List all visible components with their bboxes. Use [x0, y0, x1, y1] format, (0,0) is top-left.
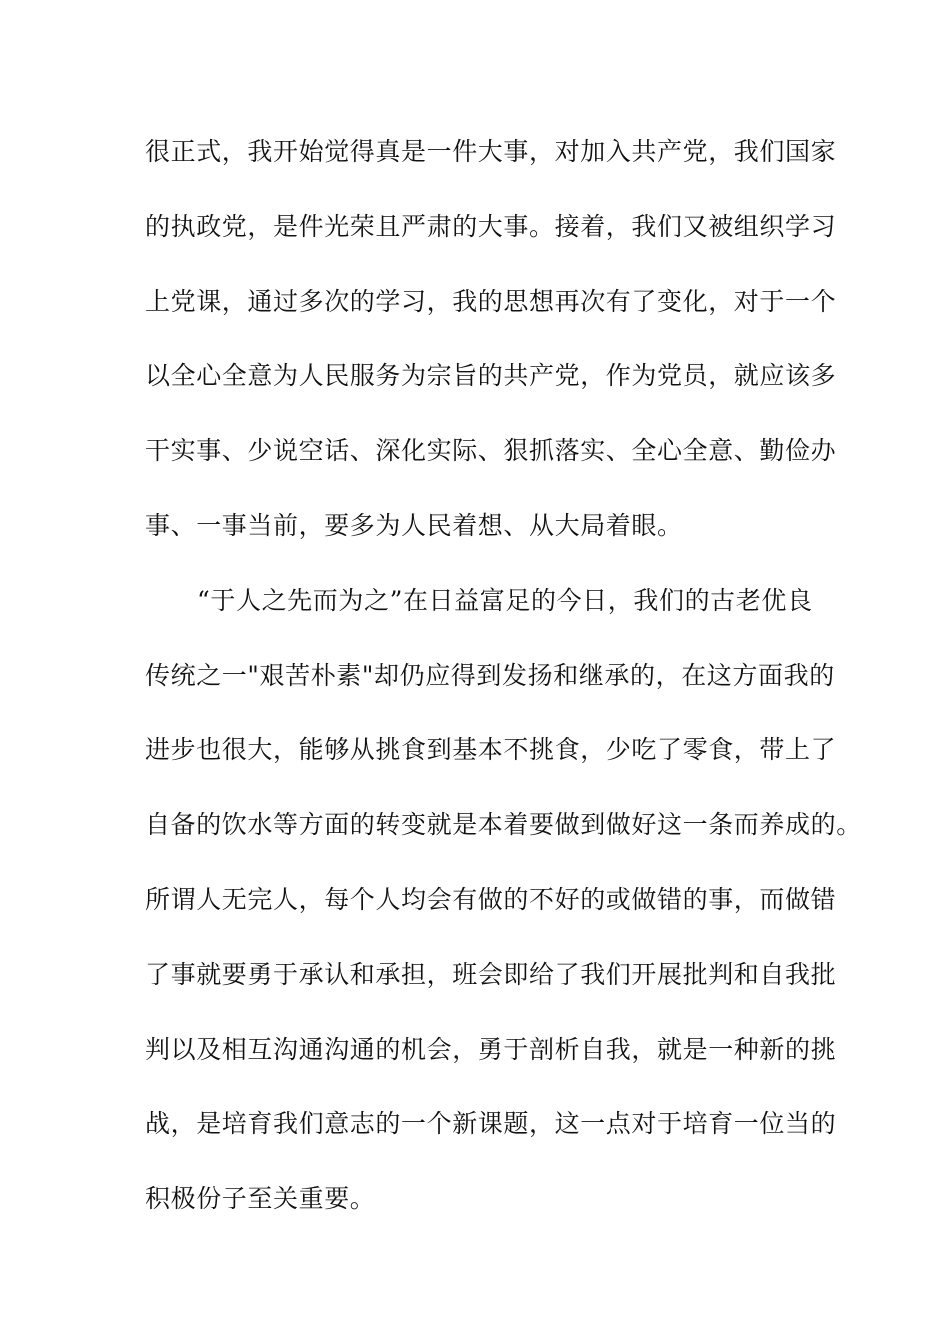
text-line: 战，是培育我们意志的一个新课题，这一点对于培育一位当的	[145, 1109, 837, 1139]
text-line: 以全心全意为人民服务为宗旨的共产党，作为党员，就应该多	[145, 361, 837, 391]
text-line: 干实事、少说空话、深化实际、狠抓落实、全心全意、勤俭办	[145, 436, 837, 466]
document-body	[145, 127, 862, 1249]
text-line: 很正式，我开始觉得真是一件大事，对加入共产党，我们国家	[145, 137, 837, 166]
text-line: 了事就要勇于承认和承担，班会即给了我们开展批判和自我批	[145, 959, 837, 989]
paragraph-start-line: “于人之先而为之”在日益富足的今日，我们的古老优良	[197, 585, 813, 615]
text-line: 进步也很大，能够从挑食到基本不挑食，少吃了零食，带上了	[145, 735, 837, 765]
text-line: 积极份子至关重要。	[145, 1184, 376, 1214]
text-line: 的执政党，是件光荣且严肃的大事。接着，我们又被组织学习	[145, 211, 837, 241]
text-line: 上党课，通过多次的学习，我的思想再次有了变化，对于一个	[145, 286, 837, 316]
text-line: 事、一事当前，要多为人民着想、从大局着眼。	[145, 510, 683, 540]
text-line: 判以及相互沟通沟通的机会，勇于剖析自我，就是一种新的挑	[145, 1034, 837, 1064]
text-line: 自备的饮水等方面的转变就是本着要做到做好这一条而养成的。	[145, 810, 862, 840]
text-line: 所谓人无完人，每个人均会有做的不好的或做错的事，而做错	[145, 884, 837, 914]
text-line: 传统之一"艰苦朴素"却仍应得到发扬和继承的，在这方面我的	[145, 660, 835, 690]
